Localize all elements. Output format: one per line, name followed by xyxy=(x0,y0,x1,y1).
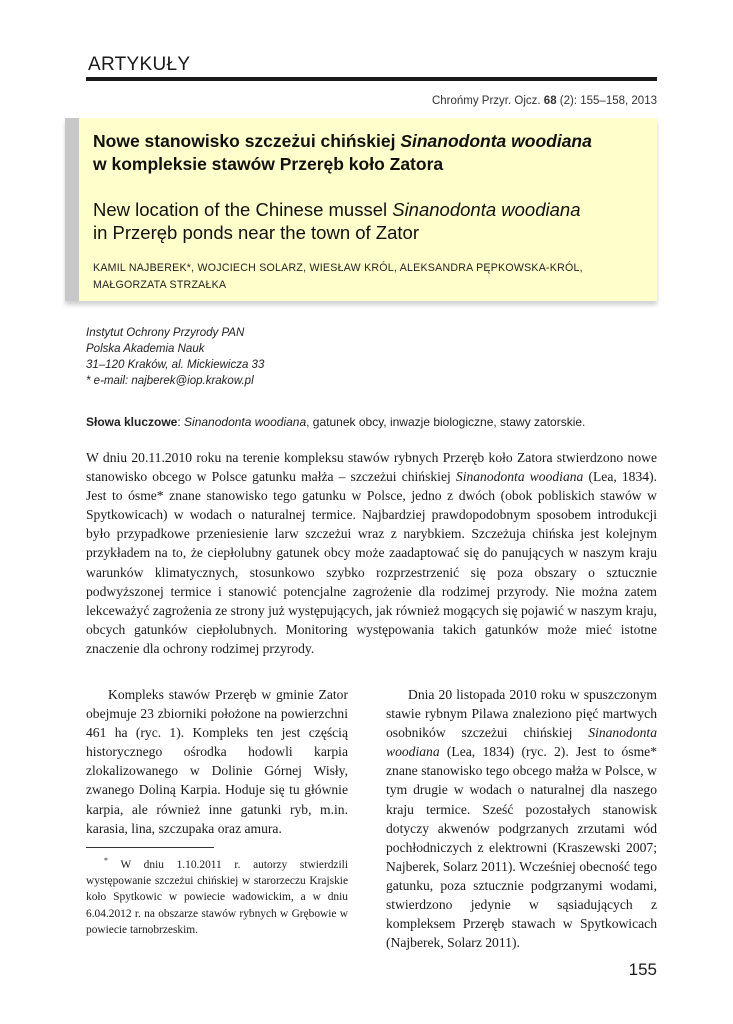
citation-volume: 68 xyxy=(543,95,557,107)
author-list xyxy=(93,260,648,294)
title-polish xyxy=(93,130,648,176)
affiliation-email: * e-mail: najberek@iop.krakow.pl xyxy=(86,375,254,387)
affiliation-academy: Polska Akademia Nauk xyxy=(86,343,205,355)
title-english-text-line2: in Przeręb ponds near the town of Zator xyxy=(93,222,419,243)
affiliation-address: 31–120 Kraków, al. Mickiewicza 33 xyxy=(86,359,265,371)
abstract xyxy=(86,448,657,658)
title-box xyxy=(65,118,657,301)
abstract-text-2: (Lea, 1834). Jest to ósme* znane stanowisko tego gatunku w Polsce, jedno z dwóch (obok pobliskich stawów w Spytkowicach) w wodach o naturalnej termice. Najbardziej prawdopodobnym sposobem introdukcji było przypadkowe przeniesienie larw szczeżui wraz z narybkiem. Szczeżuja chińska jest kolejnym przykładem na to, że ciepłolubny gatunek obcy może zaadaptować się do panujących w naszym kraju warunków klimatycznych, stosunkowo szybko rozprzestrzenić się poza obszary o sztucznie podwyższonej termice i stanowić potencjalne zagrożenie dla rodzimej przyrody. Nie można zatem lekceważyć zagrożenia ze strony już występujących, jak również mogących się pojawić w naszym kraju, obcych gatunków ciepłolubnych. Monitoring występowania takich gatunków może mieć istotne znaczenie dla ochrony rodzimej przyrody. xyxy=(86,469,657,656)
keywords-rest: , gatunek obcy, inwazje biologiczne, stawy zatorskie. xyxy=(306,415,586,429)
footnote-marker: * xyxy=(104,856,108,865)
footnote xyxy=(86,853,348,938)
title-english xyxy=(93,198,648,244)
abstract-text-1: W dniu 20.11.2010 roku na terenie kompleksu stawów rybnych Przeręb koło Zatora stwierdzono nowe stanowisko obcego w Polsce gatunku małża – szczeżui chińskiej xyxy=(86,450,657,485)
keywords xyxy=(86,415,585,429)
title-polish-species: Sinanodonta woodiana xyxy=(400,131,592,151)
body-paragraph: Kompleks stawów Przeręb w gminie Zator obejmuje 23 zbiorniki położone na powierzchni 461 ha (ryc. 1). Kompleks ten jest częścią historycznego ośrodka hodowli karpia zlokalizowanego w Dolinie Górnej Wisły, zwanego Doliną Karpia. Hoduje się tu głównie karpia, ale również inne gatunki ryb, m.in. karasia, lina, szczupaka oraz amura. xyxy=(86,687,348,836)
body-column-right xyxy=(386,685,657,952)
body-column-left xyxy=(86,685,348,838)
body-species: Sinanodonta woodiana xyxy=(386,725,657,760)
journal-citation xyxy=(432,95,657,107)
page-number: 155 xyxy=(628,960,657,979)
title-english-text: New location of the Chinese mussel xyxy=(93,199,393,220)
author-line-2: MAŁGORZATA STRZAŁKA xyxy=(93,279,227,291)
citation-journal: Chrońmy Przyr. Ojcz. xyxy=(431,95,541,107)
keywords-species: Sinanodonta woodiana xyxy=(184,415,307,429)
affiliation xyxy=(86,325,264,389)
title-polish-text: Nowe stanowisko szczeżui chińskiej xyxy=(93,131,401,151)
footnote-text: W dniu 1.10.2011 r. autorzy stwierdzili występowanie szczeżui chińskiej w starorzeczu Krajskie koło Spytkowic w powiecie wadowickim, a w dniu 6.04.2012 r. na obszarze stawów rybnych w Grębowie w powiecie tarnobrzeskim. xyxy=(86,858,348,936)
title-polish-text-line2: w kompleksie stawów Przeręb koło Zatora xyxy=(93,154,444,174)
title-english-species: Sinanodonta woodiana xyxy=(392,199,581,220)
keywords-label: Słowa kluczowe xyxy=(86,415,178,429)
body-text-2: (Lea, 1834) (ryc. 2). Jest to ósme* znane stanowisko tego obcego małża w Polsce, w tym drugie w wodach o naturalnej dla naszego kraju termice. Sześć pozostałych stanowisk dotyczy akwenów podgrzanych zrzutami wód pochłodniczych z elektrowni (Kraszewski 2007; Najberek, Solarz 2011). Wcześniej obecność tego gatunku, poza sztucznie podgrzanymi wodami, stwierdzono jedynie w sąsiadujących z kompleksem Przeręb stawach w Spytkowicach (Najberek, Solarz 2011). xyxy=(386,744,657,951)
section-label: ARTYKUŁY xyxy=(88,54,191,75)
citation-pages: (2): 155–158, 2013 xyxy=(559,95,657,107)
affiliation-institute: Instytut Ochrony Przyrody PAN xyxy=(86,327,245,339)
author-line-1: KAMIL NAJBEREK*, WOJCIECH SOLARZ, WIESŁAW KRÓL, ALEKSANDRA PĘPKOWSKA-KRÓL, xyxy=(93,262,583,274)
keywords-colon: : xyxy=(177,415,185,429)
abstract-species: Sinanodonta woodiana xyxy=(455,469,584,485)
header-rule xyxy=(86,77,657,81)
body-paragraph xyxy=(386,685,657,952)
footnote-rule xyxy=(86,847,214,848)
body-text-1: Dnia 20 listopada 2010 roku w spuszczonym stawie rybnym Pilawa znaleziono pięć martwych osobników szczeżui chińskiej xyxy=(386,687,657,741)
